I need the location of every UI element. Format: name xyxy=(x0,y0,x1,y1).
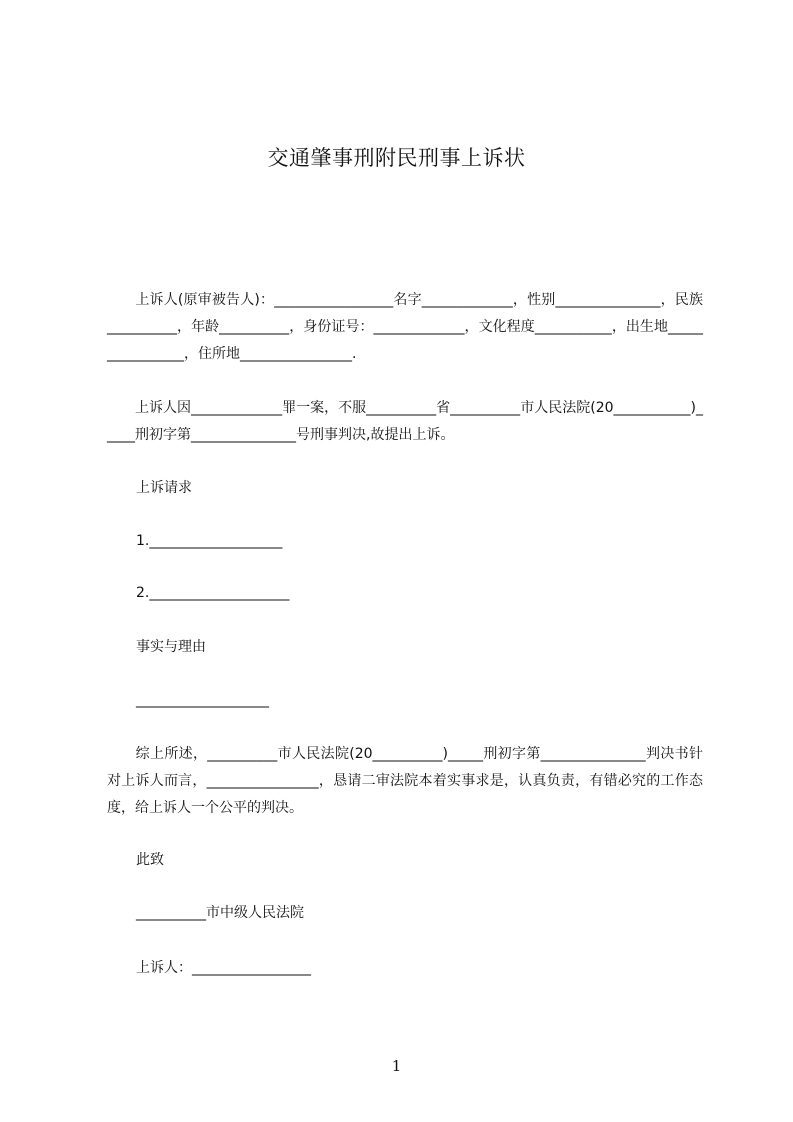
heading-appeal-request: 上诉请求 xyxy=(136,480,192,496)
closing-salutation: 此致 xyxy=(136,852,164,868)
appellant-info-paragraph: 上诉人(原审被告人)：_________________名字_____________，性别_______________，民族__________，年龄__________，身份证号：_____________，文化程度___________，出生地________________，住所地________________. xyxy=(107,292,703,362)
facts-blank-line: ___________________ xyxy=(136,692,269,708)
appellant-signature-line: 上诉人：_________________ xyxy=(136,960,311,976)
summary-paragraph: 综上所述，__________市人民法院(20__________)_____刑初字第_______________判决书针对上诉人而言，________________，恳请二审法院本着实事求是，认真负责，有错必究的工作态度，给上诉人一个公平的判决。 xyxy=(107,746,703,816)
court-name-line: __________市中级人民法院 xyxy=(136,905,304,921)
request-item-2: 2.____________________ xyxy=(136,585,290,601)
page-number: 1 xyxy=(391,1057,402,1075)
appeal-reason-paragraph: 上诉人因_____________罪一案，不服__________省__________市人民法院(20___________)_____刑初字第_______________号刑事判决,故提出上诉。 xyxy=(107,400,703,443)
request-item-1: 1.___________________ xyxy=(136,533,283,549)
heading-facts-reasons: 事实与理由 xyxy=(136,639,206,655)
document-title: 交通肇事刑附民刑事上诉状 xyxy=(267,146,526,170)
